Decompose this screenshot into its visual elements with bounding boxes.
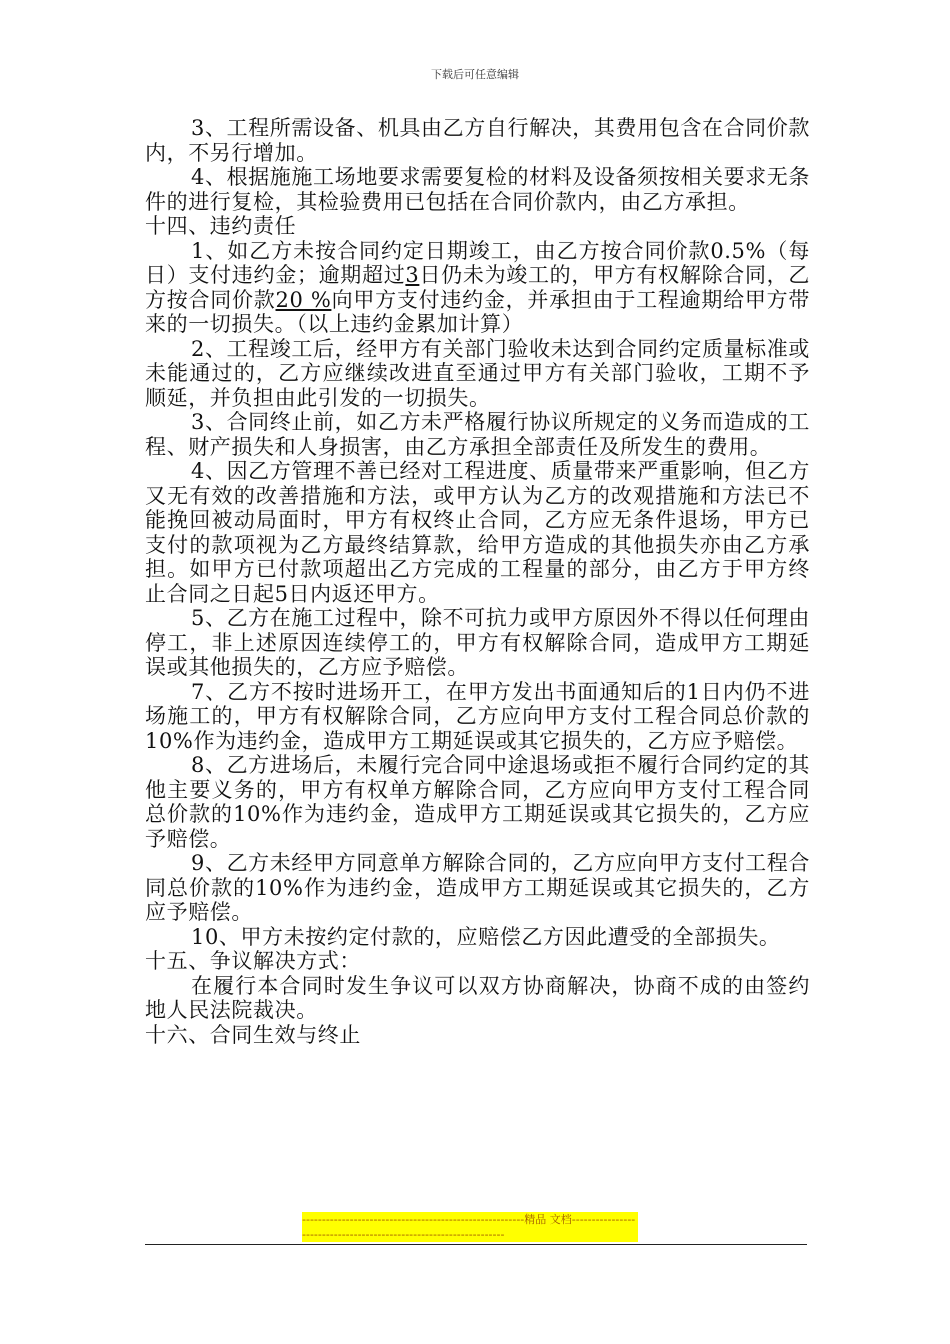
footer-divider xyxy=(145,1244,807,1245)
footer-watermark-text: --------------------------------------------------------精品 文档------------------------------------------------------------------- xyxy=(302,1212,638,1242)
breach-clause-3: 3、合同终止前，如乙方未严格履行协议所规定的义务而造成的工程、财产损失和人身损害，由乙方承担全部责任及所发生的费用。 xyxy=(145,410,810,459)
page-header: 下载后可任意编辑 xyxy=(431,68,519,81)
breach-clause-1-part-a: 1、如乙方未按合同约定日期竣工，由乙方按合同价款0.5%（每日）支付违约金；逾期超过 xyxy=(145,238,810,287)
breach-clause-5: 5、乙方在施工过程中，除不可抗力或甲方原因外不得以任何理由停工，非上述原因连续停工的，甲方有权解除合同，造成甲方工期延误或其他损失的，乙方应予赔偿。 xyxy=(145,606,810,679)
breach-clause-1-part-c: 向甲方支付违约金，并承担由于工程逾期给甲方带来的一切损失。（以上违约金累加计算） xyxy=(145,287,810,336)
breach-clause-1-part-b: 日仍未为竣工的，甲方有权解除合同，乙方按合同价款 xyxy=(145,263,810,312)
breach-clause-8: 8、乙方进场后，未履行完合同中途退场或拒不履行合同约定的其他主要义务的，甲方有权单方解除合同，乙方应向甲方支付工程合同总价款的10%作为违约金，造成甲方工期延误或其它损失的，乙方应予赔偿。 xyxy=(145,753,810,851)
breach-clause-4: 4、因乙方管理不善已经对工程进度、质量带来严重影响，但乙方又无有效的改善措施和方法，或甲方认为乙方的改观措施和方法已不能挽回被动局面时，甲方有权终止合同，乙方应无条件退场，甲方已支付的款项视为乙方最终结算款，给甲方造成的其他损失亦由乙方承担。如甲方已付款项超出乙方完成的工程量的部分，由乙方于甲方终止合同之日起5日内返还甲方。 xyxy=(145,459,810,606)
breach-clause-2: 2、工程竣工后，经甲方有关部门验收未达到合同约定质量标准或未能通过的，乙方应继续改进直至通过甲方有关部门验收，工期不予顺延，并负担由此引发的一切损失。 xyxy=(145,336,810,410)
overdue-days: 3 xyxy=(405,263,420,287)
breach-clause-10: 10、甲方未按约定付款的，应赔偿乙方因此遭受的全部损失。 xyxy=(191,924,781,949)
section-14-heading: 十四、违约责任 xyxy=(145,214,297,238)
dispute-clause: 在履行本合同时发生争议可以双方协商解决，协商不成的由签约地人民法院裁决。 xyxy=(145,973,810,1022)
document-body xyxy=(145,116,810,1047)
clause-4-inspection: 4、根据施施工场地要求需要复检的材料及设备须按相关要求无条件的进行复检，其检验费用已包括在合同价款内，由乙方承担。 xyxy=(145,165,810,214)
section-15-heading: 十五、争议解决方式： xyxy=(145,949,361,973)
penalty-percent: 20 % xyxy=(275,287,332,312)
breach-clause-1 xyxy=(145,239,810,337)
clause-3-equipment: 3、工程所需设备、机具由乙方自行解决，其费用包含在合同价款内，不另行增加。 xyxy=(145,116,810,165)
breach-clause-9: 9、乙方未经甲方同意单方解除合同的，乙方应向甲方支付工程合同总价款的10%作为违约金，造成甲方工期延误或其它损失的，乙方应予赔偿。 xyxy=(145,851,810,924)
section-16-heading: 十六、合同生效与终止 xyxy=(145,1022,361,1047)
breach-clause-7: 7、乙方不按时进场开工，在甲方发出书面通知后的1日内仍不进场施工的，甲方有权解除合同，乙方应向甲方支付工程合同总价款的10%作为违约金，造成甲方工期延误或其它损失的，乙方应予赔偿。 xyxy=(145,679,810,753)
